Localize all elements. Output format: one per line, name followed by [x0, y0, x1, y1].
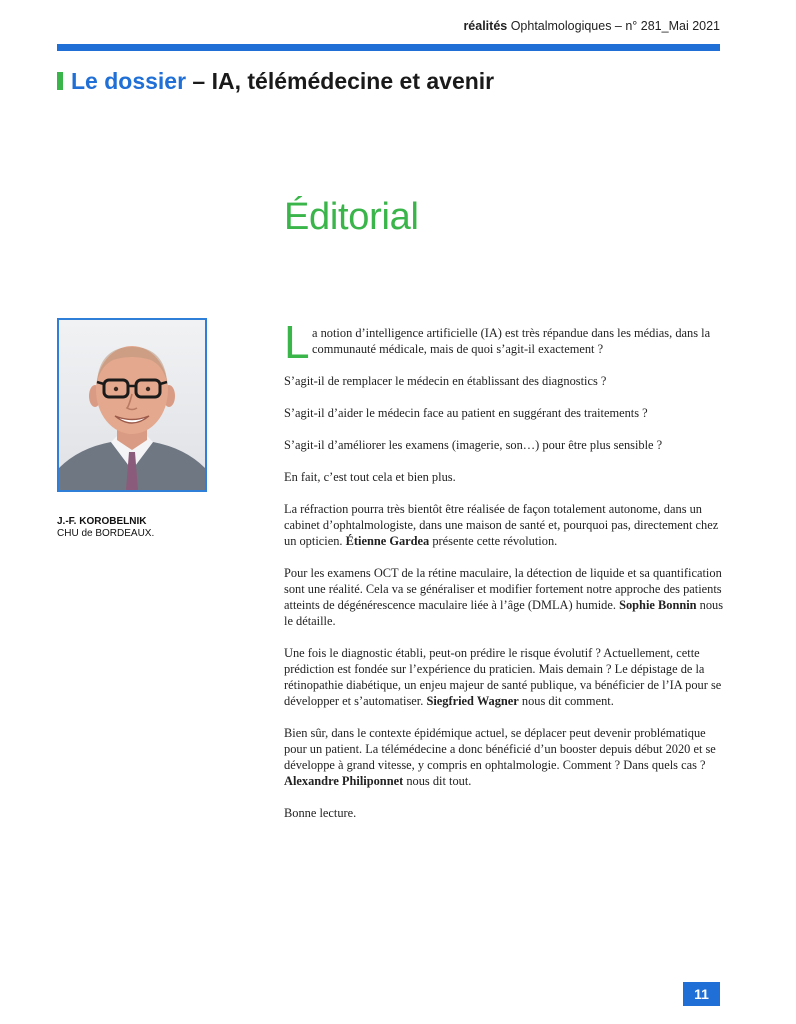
author-affiliation: CHU de BORDEAUX.: [57, 528, 155, 539]
paragraph-4: S’agit-il d’améliorer les examens (imagerie, son…) pour être plus sensible ?: [284, 438, 663, 452]
paragraph-8: [284, 645, 724, 709]
author-portrait-icon: [59, 320, 205, 490]
author-photo: [57, 318, 207, 492]
paragraph-8-text-b: nous dit comment.: [518, 694, 614, 708]
paragraph-2: S’agit-il de remplacer le médecin en établissant des diagnostics ?: [284, 374, 607, 388]
paragraph-8-text-a: Une fois le diagnostic établi, peut-on prédire le risque évolutif ? Actuellement, cette prédiction est fondée sur l’expérience du praticien. Mais demain ? Le dépistage de la rétinopathie diabétique, un enjeu majeur de santé publique, va bénéficier de l’IA pour se développer et s’automatiser.: [284, 646, 722, 708]
article-body: [284, 316, 724, 837]
author-bonnin: Sophie Bonnin: [619, 598, 697, 612]
editorial-title: Éditorial: [284, 196, 419, 238]
running-header: [463, 19, 720, 33]
section-label: Le dossier: [71, 68, 187, 94]
paragraph-7: [284, 565, 724, 629]
paragraph-6: [284, 501, 724, 549]
author-name: J.-F. KOROBELNIK: [57, 516, 147, 527]
paragraph-1: [284, 316, 724, 368]
page-number: 11: [683, 982, 720, 1006]
issue-info: Ophtalmologiques – n° 281_Mai 2021: [507, 19, 720, 33]
paragraph-7-text-a: Pour les examens OCT de la rétine maculaire, la détection de liquide et sa quantification sont une réalité. Cela va se généraliser et modifier fortement notre approche des patients atteints de dégénérescence maculaire liée à l’âge (DMLA) humide.: [284, 566, 722, 612]
section-heading: [57, 66, 494, 96]
author-wagner: Siegfried Wagner: [426, 694, 519, 708]
author-philiponnet: Alexandre Philiponnet: [284, 774, 404, 788]
section-title: – IA, télémédecine et avenir: [186, 68, 495, 94]
paragraph-10: Bonne lecture.: [284, 806, 357, 820]
journal-brand: réalités: [463, 19, 508, 33]
paragraph-6-text-a: La réfraction pourra très bientôt être réalisée de façon totalement autonome, dans un cabinet d’ophtalmologiste, dans une maison de santé et, pourquoi pas, directement chez un opticien.: [284, 502, 719, 548]
paragraph-9-text-b: nous dit tout.: [403, 774, 472, 788]
drop-cap: L: [284, 316, 310, 368]
paragraph-9-text-a: Bien sûr, dans le contexte épidémique actuel, se déplacer peut devenir problématique pour un patient. La télémédecine a donc bénéficié d’un booster depuis début 2020 et se développe à grand vitesse, y compris en ophtalmologie. Comment ? Dans quels cas ?: [284, 726, 716, 772]
paragraph-5: En fait, c’est tout cela et bien plus.: [284, 470, 456, 484]
paragraph-6-text-b: présente cette révolution.: [429, 534, 558, 548]
paragraph-7-text-b: nous le détaille.: [284, 598, 724, 628]
header-rule: [57, 44, 720, 51]
author-gardea: Étienne Gardea: [345, 534, 430, 548]
paragraph-9: [284, 725, 724, 789]
paragraph-1-text: a notion d’intelligence artificielle (IA) est très répandue dans les médias, dans la communauté médicale, mais de quoi s’agit-il exactement ?: [312, 326, 711, 356]
section-marker: [57, 72, 63, 90]
paragraph-3: S’agit-il d’aider le médecin face au patient en suggérant des traitements ?: [284, 406, 648, 420]
